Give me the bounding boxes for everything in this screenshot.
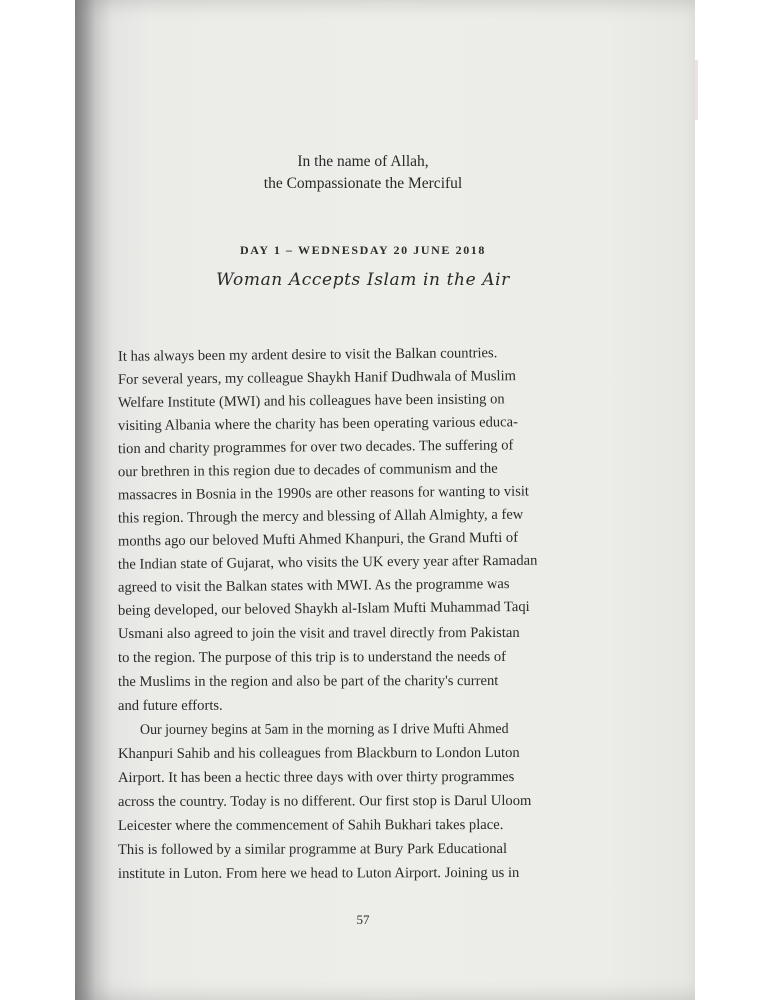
body-line: tion and charity programmes for over two decades. The suffering of	[117, 437, 514, 458]
spine-shadow	[75, 0, 113, 1000]
body-line: visiting Albania where the charity has been operating various educa-	[117, 414, 519, 435]
body-line: massacres in Bosnia in the 1990s are other reasons for wanting to visit	[117, 483, 530, 504]
body-line: institute in Luton. From here we head to Luton Airport. Joining us in	[117, 864, 520, 882]
body-line: and future efforts.	[117, 697, 223, 714]
chapter-title: Woman Accepts Islam in the Air	[216, 270, 510, 290]
page-number: 57	[356, 912, 370, 927]
body-line: It has always been my ardent desire to visit the Balkan countries.	[117, 345, 498, 365]
body-line: to the region. The purpose of this trip is to understand the needs of	[117, 648, 507, 666]
invocation-line-2: the Compassionate the Merciful	[263, 175, 463, 192]
day-heading: DAY 1 – WEDNESDAY 20 JUNE 2018	[239, 243, 487, 257]
body-line: Usmani also agreed to join the visit and travel directly from Pakistan	[117, 624, 520, 642]
body-line: months ago our beloved Mufti Ahmed Khanpuri, the Grand Mufti of	[117, 529, 519, 550]
body-line: the Muslims in the region and also be part of the charity's current	[117, 673, 499, 690]
body-line: Khanpuri Sahib and his colleagues from Blackburn to London Luton	[117, 744, 520, 762]
body-line: agreed to visit the Balkan states with MWI. As the programme was	[117, 576, 510, 596]
body-line: For several years, my colleague Shaykh Hanif Dudhwala of Muslim	[117, 368, 517, 388]
body-line: across the country. Today is no different. Our first stop is Darul Uloom	[117, 792, 532, 810]
page-edge	[695, 60, 698, 120]
body-line: being developed, our beloved Shaykh al-Islam Mufti Muhammad Taqi	[117, 598, 530, 619]
body-line: Leicester where the commencement of Sahih Bukhari takes place.	[117, 816, 504, 834]
body-text	[118, 334, 608, 886]
invocation	[118, 151, 608, 195]
body-line: Airport. It has been a hectic three days with over thirty programmes	[117, 768, 515, 786]
body-line: our brethren in this region due to decades of communism and the	[117, 460, 498, 481]
body-line: this region. Through the mercy and blessing of Allah Almighty, a few	[117, 506, 524, 527]
body-line: Welfare Institute (MWI) and his colleagues have been insisting on	[117, 391, 505, 411]
body-line: the Indian state of Gujarat, who visits the UK every year after Ramadan	[117, 552, 538, 573]
page-content	[118, 0, 608, 1000]
body-line: This is followed by a similar programme at Bury Park Educational	[117, 840, 508, 858]
body-line: Our journey begins at 5am in the morning as I drive Mufti Ahmed	[139, 721, 509, 738]
invocation-line-1: In the name of Allah,	[297, 153, 429, 170]
